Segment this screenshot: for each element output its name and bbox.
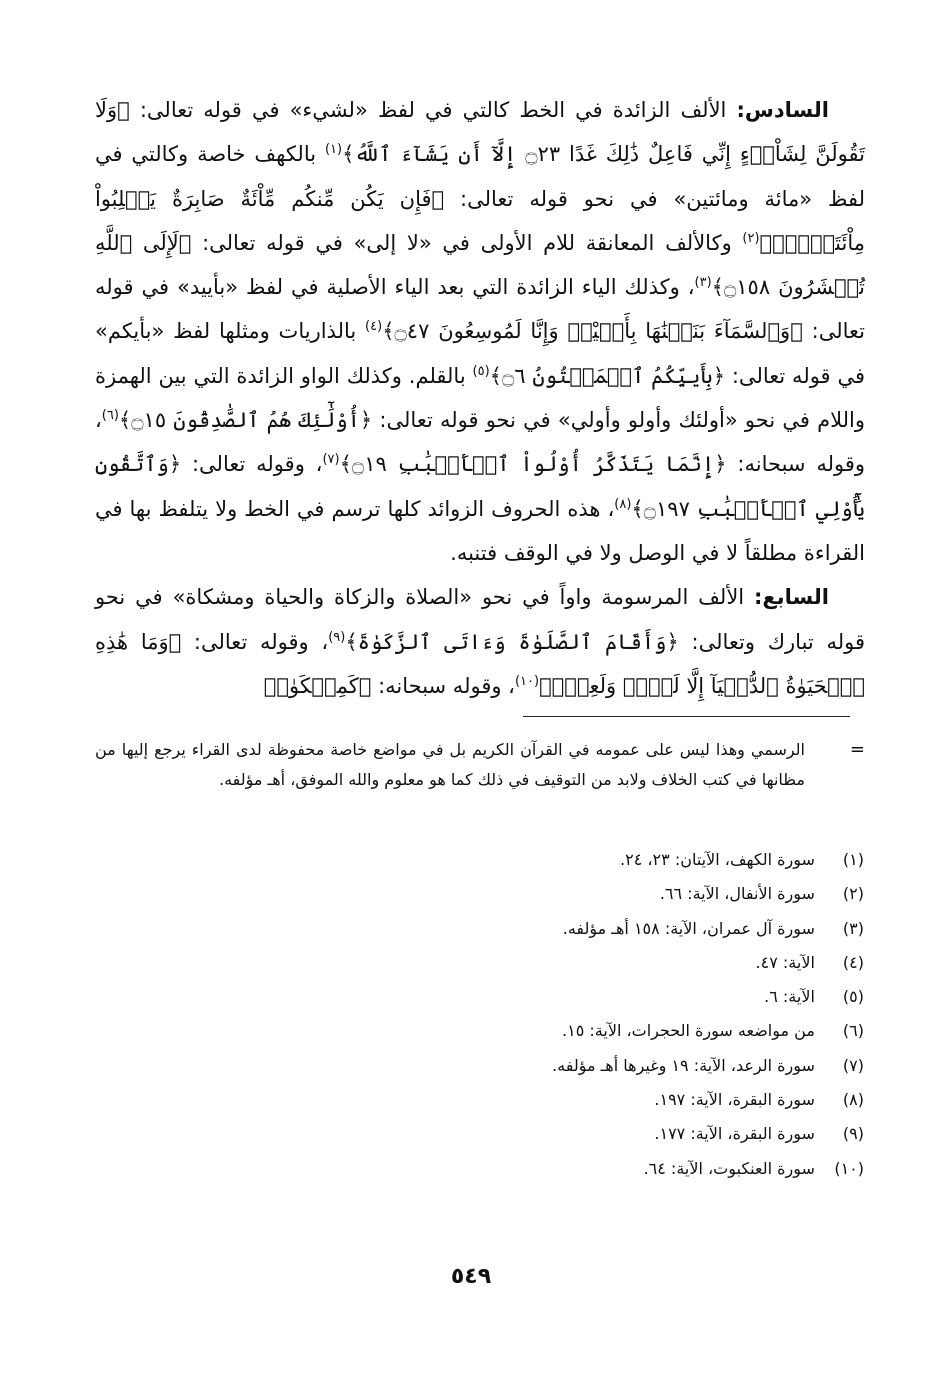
footnote-number: (٧) (842, 1055, 864, 1075)
footnote-separator (523, 716, 850, 717)
body-text-run: ، هذه الحروف الزوائد كلها ترسم في الخط ولا يتلفظ بها في القراءة مطلقاً لا في الوصل ولا في الوقف فتنبه. (95, 496, 865, 565)
footnote-text: سورة الكهف، الآيتان: ٢٣، ٢٤. (620, 850, 815, 869)
quran-verse: ﴿لَإِلَى ٱللَّهِ تُحۡشَرُونَ ۝١٥٨﴾ (95, 230, 865, 300)
footnote-number: (٣) (842, 918, 864, 938)
quran-verse: ﴿أُوْلَٰٓئِكَ هُمُ ٱلصَّٰدِقُونَ ۝١٥﴾ (118, 408, 373, 433)
footnote-item (104, 843, 864, 877)
body-text-run: وكالألف المعانقة للام الأولى في «لا إلى» في قوله تعالى: (191, 230, 743, 255)
section-heading-sixth: السادس: (736, 98, 829, 122)
footnote-number: (٨) (842, 1090, 864, 1110)
page-number: ٥٤٩ (450, 1264, 492, 1289)
quran-verse: ﴿وَلَا تَقُولَنَّ لِشَاْىۡءٍ إِنِّي فَاعِلٌ ذَٰلِكَ غَدًا ۝٢٣ إِلَّآ أَن يَشَآءَ ٱللَّهُ﴾ (95, 98, 865, 167)
footnote-item (104, 1152, 864, 1186)
paragraph-sixth (95, 88, 865, 575)
quran-verse: ﴿وَٱلسَّمَآءَ بَنَيۡنَٰهَا بِأَيۡيْدٖ وَإِنَّا لَمُوسِعُونَ ۝٤٧﴾ (382, 319, 803, 344)
footnote-number: (١) (842, 850, 864, 869)
footnote-number: (٩) (842, 1124, 864, 1144)
quran-verse: ﴿وَمَا هَٰذِهِ ٱلۡحَيَوٰةُ ٱلدُّنۡيَآ إِلَّا لَهۡوٞ وَلَعِبٞۚ﴾ (95, 629, 865, 698)
footnote-ref: (١) (324, 142, 343, 158)
body-text-run: الألف الزائدة في الخط كالتي في لفظ «لشيء» في قوله تعالى: (129, 98, 737, 122)
footnote-ref: (٦) (101, 408, 119, 424)
footnote-item (104, 877, 864, 911)
footnote-item (104, 1049, 864, 1083)
footnote-continuation-text: الرسمي وهذا ليس على عمومه في القرآن الكريم بل في مواضع خاصة محفوظة لدى القراء يرجع إليها من مظانها في كتب الخلاف ولابد من التوقيف في ذلك كما هو معلوم والله الموفق، أهـ مؤلفه. (95, 740, 805, 789)
footnote-ref: (١٠) (514, 673, 540, 689)
footnote-item (104, 912, 864, 946)
body-text-run: ، وكذلك الياء الزائدة التي بعد الياء الأصلية في لفظ «بأييد» في قوله تعالى: (95, 275, 865, 344)
footnote-text: الآية: ٤٧. (755, 952, 815, 972)
quran-verse: ﴿بِأَييِّكُمُ ٱلۡمَفۡتُونُ ۝٦﴾ (489, 363, 726, 388)
footnote-number: (٢) (842, 884, 864, 904)
body-text-run: ، وقوله تعالى: (181, 629, 329, 654)
body-text-run: بالقلم. وكذلك الواو الزائدة التي بين الهمزة واللام في نحو «أولئك وأولو وأولي» في نحو قوله تعالى: (95, 363, 865, 433)
quran-verse: ﴿وَٱتَّقُونِ يَٰٓأُوْلِي ٱلۡأَلۡبَٰبِ ۝١٩٧﴾ (95, 452, 865, 521)
footnote-text: سورة البقرة، الآية: ١٧٧. (654, 1124, 815, 1144)
continuation-mark: = (849, 739, 865, 760)
footnote-text: سورة البقرة، الآية: ١٩٧. (654, 1090, 815, 1110)
quran-verse: ﴿فَإِن يَكُن مِّنكُم مِّاْئَةٌ صَابِرَةٌ يَغۡلِبُواْ مِاْئَتَيۡنِۚ﴾ (95, 186, 865, 255)
footnote-ref: (٨) (614, 496, 632, 512)
footnote-text: من مواضعه سورة الحجرات، الآية: ١٥. (562, 1021, 815, 1041)
footnote-number: (٤) (842, 952, 864, 972)
footnote-item (104, 1014, 864, 1048)
footnote-item (104, 980, 864, 1014)
body-text-run: ، وقوله سبحانه: (371, 673, 515, 698)
body-text-run: بالذاريات ومثلها لفظ «بأيكم» في قوله تعالى: (95, 319, 865, 388)
section-heading-seventh: السابع: (754, 585, 829, 610)
body-text-run: الألف المرسومة واواً في نحو «الصلاة والزكاة والحياة ومشكاة» في نحو قوله تبارك وتعالى: (95, 585, 866, 654)
footnote-text: الآية: ٦. (764, 987, 815, 1007)
footnote-item (104, 1117, 864, 1151)
footnote-item (104, 946, 864, 980)
footnote-ref: (٢) (742, 230, 760, 246)
paragraph-seventh (95, 575, 865, 708)
footnote-text: سورة العنكبوت، الآية: ٦٤. (643, 1158, 815, 1178)
footnote-number: (٥) (842, 987, 864, 1007)
body-text-run: ، وقوله تعالى: (181, 452, 323, 477)
footnote-item (104, 1083, 864, 1117)
body-text-run: بالكهف خاصة وكالتي في لفظ «مائة ومائتين» في نحو قوله تعالى: (95, 142, 866, 211)
footnote-ref: (٧) (322, 452, 340, 468)
footnote-ref: (٩) (328, 629, 346, 645)
footnote-number: (٦) (842, 1021, 864, 1041)
body-text-run: ، وقوله سبحانه: (95, 408, 866, 477)
footnote-continuation (95, 735, 865, 795)
footnote-ref: (٥) (472, 363, 490, 379)
footnote-list (104, 843, 864, 1186)
footnote-text: سورة الرعد، الآية: ١٩ وغيرها أهـ مؤلفه. (552, 1055, 815, 1075)
quran-verse: ﴿إِنَّمَا يَتَذَكَّرُ أُوْلُواْ ٱلۡأَلۡبَٰبِ ۝١٩﴾ (339, 452, 727, 477)
footnote-ref: (٤) (365, 319, 383, 335)
footnote-number: (١٠) (834, 1158, 864, 1178)
footnote-ref: (٣) (694, 275, 712, 291)
main-text (95, 88, 865, 708)
footnote-text: سورة الأنفال، الآية: ٦٦. (659, 884, 815, 904)
quran-verse: ﴿كَمِشۡكَوٰةٖ (263, 673, 372, 698)
footnote-text: سورة آل عمران، الآية: ١٥٨ أهـ مؤلفه. (562, 918, 815, 938)
quran-verse: ﴿وَأَقَامَ ٱلصَّلَوٰةَ وَءَاتَى ٱلزَّكَوٰةَ﴾ (345, 629, 679, 654)
